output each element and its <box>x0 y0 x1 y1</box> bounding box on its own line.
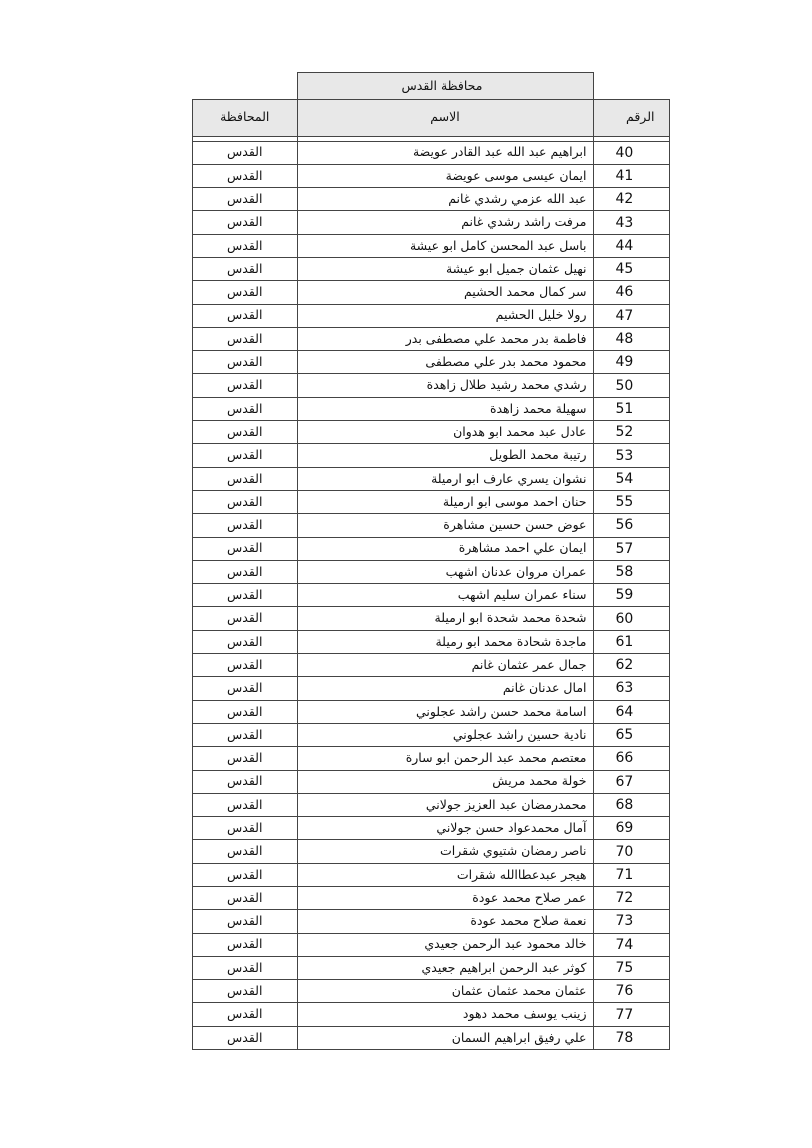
row-governorate: القدس <box>193 956 298 979</box>
table-row <box>193 234 670 257</box>
row-number: 65 <box>593 723 669 746</box>
row-name: عثمان محمد عثمان عثمان <box>297 980 593 1003</box>
row-governorate: القدس <box>193 654 298 677</box>
table-row <box>193 607 670 630</box>
row-name: آمال محمدعواد حسن جولاني <box>297 817 593 840</box>
row-number: 70 <box>593 840 669 863</box>
row-governorate: القدس <box>193 374 298 397</box>
table-row <box>193 747 670 770</box>
row-number: 55 <box>593 490 669 513</box>
header-governorate: المحافظة <box>193 99 298 136</box>
row-number: 59 <box>593 584 669 607</box>
row-governorate: القدس <box>193 514 298 537</box>
row-number: 43 <box>593 211 669 234</box>
row-governorate: القدس <box>193 747 298 770</box>
table-row <box>193 793 670 816</box>
row-number: 62 <box>593 654 669 677</box>
table-row <box>193 910 670 933</box>
row-name: سناء عمران سليم اشهب <box>297 584 593 607</box>
row-governorate: القدس <box>193 677 298 700</box>
table-row <box>193 141 670 164</box>
row-number: 73 <box>593 910 669 933</box>
row-governorate: القدس <box>193 234 298 257</box>
row-number: 63 <box>593 677 669 700</box>
row-number: 42 <box>593 188 669 211</box>
table-row <box>193 257 670 280</box>
table-row <box>193 584 670 607</box>
row-governorate: القدس <box>193 584 298 607</box>
table-row <box>193 700 670 723</box>
row-name: جمال عمر عثمان غانم <box>297 654 593 677</box>
row-governorate: القدس <box>193 1026 298 1049</box>
row-governorate: القدس <box>193 281 298 304</box>
header-row <box>193 99 670 136</box>
table-row <box>193 467 670 490</box>
row-name: مرفت راشد رشدي غانم <box>297 211 593 234</box>
row-number: 54 <box>593 467 669 490</box>
row-governorate: القدس <box>193 421 298 444</box>
row-number: 66 <box>593 747 669 770</box>
table-row <box>193 933 670 956</box>
row-governorate: القدس <box>193 933 298 956</box>
row-number: 46 <box>593 281 669 304</box>
row-governorate: القدس <box>193 863 298 886</box>
table-row <box>193 770 670 793</box>
row-governorate: القدس <box>193 164 298 187</box>
row-name: سر كمال محمد الحشيم <box>297 281 593 304</box>
title-blank-left <box>193 73 298 100</box>
row-governorate: القدس <box>193 490 298 513</box>
row-name: عمران مروان عدنان اشهب <box>297 560 593 583</box>
row-governorate: القدس <box>193 630 298 653</box>
table-row <box>193 421 670 444</box>
table-row <box>193 397 670 420</box>
row-number: 61 <box>593 630 669 653</box>
row-number: 72 <box>593 887 669 910</box>
row-name: رشدي محمد رشيد طلال زاهدة <box>297 374 593 397</box>
table-row <box>193 490 670 513</box>
row-governorate: القدس <box>193 793 298 816</box>
row-number: 69 <box>593 817 669 840</box>
row-governorate: القدس <box>193 211 298 234</box>
row-governorate: القدس <box>193 723 298 746</box>
row-number: 56 <box>593 514 669 537</box>
row-name: علي رفيق ابراهيم السمان <box>297 1026 593 1049</box>
row-name: ايمان عيسى موسى عويضة <box>297 164 593 187</box>
table-row <box>193 514 670 537</box>
title-row <box>193 73 670 100</box>
row-number: 52 <box>593 421 669 444</box>
row-name: ناصر رمضان شتيوي شقرات <box>297 840 593 863</box>
row-name: نادية حسين راشد عجلوني <box>297 723 593 746</box>
row-name: امال عدنان غانم <box>297 677 593 700</box>
row-number: 53 <box>593 444 669 467</box>
row-name: زينب يوسف محمد دهود <box>297 1003 593 1026</box>
row-governorate: القدس <box>193 1003 298 1026</box>
row-number: 60 <box>593 607 669 630</box>
row-name: عبد الله عزمي رشدي غانم <box>297 188 593 211</box>
table-title: محافظة القدس <box>297 73 593 100</box>
table-row <box>193 817 670 840</box>
row-number: 44 <box>593 234 669 257</box>
row-governorate: القدس <box>193 397 298 420</box>
table-row <box>193 863 670 886</box>
table-row <box>193 374 670 397</box>
row-number: 58 <box>593 560 669 583</box>
table-row <box>193 677 670 700</box>
table-row <box>193 1003 670 1026</box>
row-name: نهيل عثمان جميل ابو عيشة <box>297 257 593 280</box>
row-name: فاطمة بدر محمد علي مصطفى بدر <box>297 327 593 350</box>
table-row <box>193 654 670 677</box>
row-name: نعمة صلاح محمد عودة <box>297 910 593 933</box>
table-row <box>193 164 670 187</box>
row-number: 67 <box>593 770 669 793</box>
table-row <box>193 304 670 327</box>
row-number: 47 <box>593 304 669 327</box>
row-number: 71 <box>593 863 669 886</box>
row-governorate: القدس <box>193 327 298 350</box>
row-name: ماجدة شحادة محمد ابو رميلة <box>297 630 593 653</box>
table-row <box>193 188 670 211</box>
header-name: الاسم <box>297 99 593 136</box>
row-number: 64 <box>593 700 669 723</box>
row-number: 75 <box>593 956 669 979</box>
row-governorate: القدس <box>193 188 298 211</box>
row-name: كوثر عبد الرحمن ابراهيم جعيدي <box>297 956 593 979</box>
table-row <box>193 281 670 304</box>
table-row <box>193 887 670 910</box>
row-number: 77 <box>593 1003 669 1026</box>
row-governorate: القدس <box>193 467 298 490</box>
header-number: الرقم <box>593 99 669 136</box>
table-row <box>193 351 670 374</box>
row-governorate: القدس <box>193 537 298 560</box>
row-number: 78 <box>593 1026 669 1049</box>
row-number: 49 <box>593 351 669 374</box>
row-name: ايمان علي احمد مشاهرة <box>297 537 593 560</box>
row-governorate: القدس <box>193 304 298 327</box>
row-name: خولة محمد مريش <box>297 770 593 793</box>
row-governorate: القدس <box>193 560 298 583</box>
table-row <box>193 723 670 746</box>
row-number: 68 <box>593 793 669 816</box>
row-number: 74 <box>593 933 669 956</box>
row-name: محمود محمد بدر علي مصطفى <box>297 351 593 374</box>
row-name: ابراهيم عبد الله عبد القادر عويضة <box>297 141 593 164</box>
row-governorate: القدس <box>193 910 298 933</box>
row-name: خالد محمود عبد الرحمن جعيدي <box>297 933 593 956</box>
row-number: 76 <box>593 980 669 1003</box>
row-governorate: القدس <box>193 607 298 630</box>
row-name: سهيلة محمد زاهدة <box>297 397 593 420</box>
table-row <box>193 211 670 234</box>
names-table <box>192 72 670 1050</box>
row-number: 57 <box>593 537 669 560</box>
row-number: 50 <box>593 374 669 397</box>
row-number: 41 <box>593 164 669 187</box>
row-name: حنان احمد موسى ابو ارميلة <box>297 490 593 513</box>
title-blank-right <box>593 73 669 100</box>
row-name: اسامة محمد حسن راشد عجلوني <box>297 700 593 723</box>
row-name: محمدرمضان عبد العزيز جولاني <box>297 793 593 816</box>
row-name: هيجر عبدعطاالله شقرات <box>297 863 593 886</box>
table-row <box>193 956 670 979</box>
table-row <box>193 327 670 350</box>
row-name: رولا خليل الحشيم <box>297 304 593 327</box>
row-number: 51 <box>593 397 669 420</box>
table-row <box>193 560 670 583</box>
table-row <box>193 980 670 1003</box>
row-governorate: القدس <box>193 817 298 840</box>
row-name: عمر صلاح محمد عودة <box>297 887 593 910</box>
row-name: باسل عبد المحسن كامل ابو عيشة <box>297 234 593 257</box>
row-governorate: القدس <box>193 887 298 910</box>
row-governorate: القدس <box>193 840 298 863</box>
table-row <box>193 1026 670 1049</box>
row-name: عوض حسن حسين مشاهرة <box>297 514 593 537</box>
table-row <box>193 840 670 863</box>
row-governorate: القدس <box>193 351 298 374</box>
row-name: شحدة محمد شحدة ابو ارميلة <box>297 607 593 630</box>
table-row <box>193 537 670 560</box>
row-governorate: القدس <box>193 257 298 280</box>
row-governorate: القدس <box>193 980 298 1003</box>
row-name: عادل عبد محمد ابو هدوان <box>297 421 593 444</box>
row-number: 48 <box>593 327 669 350</box>
row-governorate: القدس <box>193 444 298 467</box>
row-number: 40 <box>593 141 669 164</box>
row-name: نشوان يسري عارف ابو ارميلة <box>297 467 593 490</box>
row-governorate: القدس <box>193 141 298 164</box>
table-row <box>193 630 670 653</box>
row-number: 45 <box>593 257 669 280</box>
table-row <box>193 444 670 467</box>
row-name: رتيبة محمد الطويل <box>297 444 593 467</box>
row-governorate: القدس <box>193 770 298 793</box>
row-name: معتصم محمد عبد الرحمن ابو سارة <box>297 747 593 770</box>
document-sheet <box>192 72 668 1050</box>
row-governorate: القدس <box>193 700 298 723</box>
